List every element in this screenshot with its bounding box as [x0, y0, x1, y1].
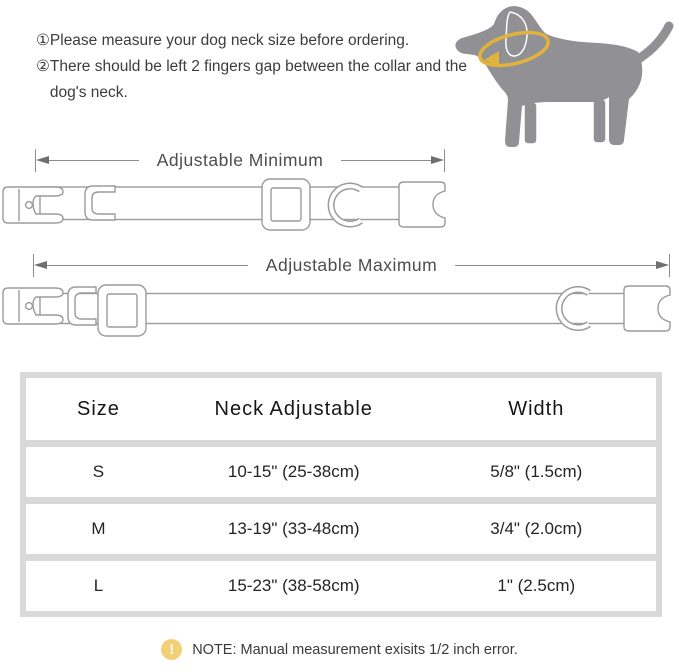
circled-number-1: ①: [36, 32, 50, 49]
cell-width: 5/8" (1.5cm): [490, 462, 583, 481]
cell-neck-adjustable: 10-15" (25-38cm): [227, 462, 360, 481]
cell-width: 1" (2.5cm): [497, 576, 576, 595]
collar-maximum-diagram: [0, 280, 679, 342]
dog-far-front-leg: [524, 102, 537, 144]
collar-slider-window: [271, 188, 301, 221]
table-row: [26, 447, 656, 497]
minimum-label: Adjustable Minimum: [156, 149, 324, 170]
circled-number-2: ②: [36, 58, 50, 75]
arrow-left-icon: [36, 156, 49, 164]
exclamation-icon: !: [161, 639, 182, 660]
dimension-arrow-minimum: [35, 148, 445, 172]
instruction-text: There should be left 2 fingers gap between the collar and the dog's neck.: [49, 58, 467, 101]
cell-size: M: [91, 519, 106, 538]
table-header-row: [26, 378, 656, 440]
table-row: [26, 504, 656, 554]
instruction-item: [36, 28, 468, 54]
dimension-line: [341, 160, 431, 161]
dimension-end-tick: [669, 254, 670, 277]
collar-release-buckle: [399, 182, 445, 227]
collar-minimum-diagram: [0, 172, 450, 234]
collar-slider-window: [107, 294, 137, 327]
column-header-size: Size: [76, 397, 120, 420]
cell-width: 3/4" (2.0cm): [490, 519, 583, 538]
collar-buckle-hole: [26, 202, 33, 209]
cell-size: S: [92, 462, 105, 481]
maximum-label: Adjustable Maximum: [265, 254, 438, 275]
arrow-right-icon: [656, 261, 669, 269]
dimension-arrow-maximum: [33, 253, 670, 277]
measuring-instructions: [36, 28, 468, 106]
arrow-left-icon: [34, 261, 47, 269]
dimension-end-tick: [444, 149, 445, 172]
cell-neck-adjustable: 13-19" (33-48cm): [227, 519, 360, 538]
dog-silhouette: [455, 6, 642, 147]
collar-release-buckle: [624, 286, 670, 331]
instruction-item: [36, 54, 468, 106]
dog-far-rear-leg: [593, 99, 606, 143]
measurement-note: [0, 639, 679, 660]
table-row: [26, 561, 656, 611]
dimension-line: [47, 265, 248, 266]
note-text: NOTE: Manual measurement exisits 1/2 inch error.: [192, 641, 518, 658]
dog-neck-measure-illustration: [450, 0, 678, 152]
dog-tail: [640, 26, 669, 58]
instruction-text: Please measure your dog neck size before ordering.: [49, 32, 410, 49]
arrow-right-icon: [431, 156, 444, 164]
size-chart-table: [20, 372, 662, 617]
cell-neck-adjustable: 15-23" (38-58cm): [227, 576, 360, 595]
column-header-neck-adjustable: Neck Adjustable: [214, 397, 373, 420]
dimension-line: [49, 160, 139, 161]
collar-buckle-hole: [26, 303, 33, 310]
column-header-width: Width: [508, 397, 565, 420]
dimension-line: [455, 265, 656, 266]
dog-eye: [486, 20, 490, 24]
cell-size: L: [93, 576, 104, 595]
